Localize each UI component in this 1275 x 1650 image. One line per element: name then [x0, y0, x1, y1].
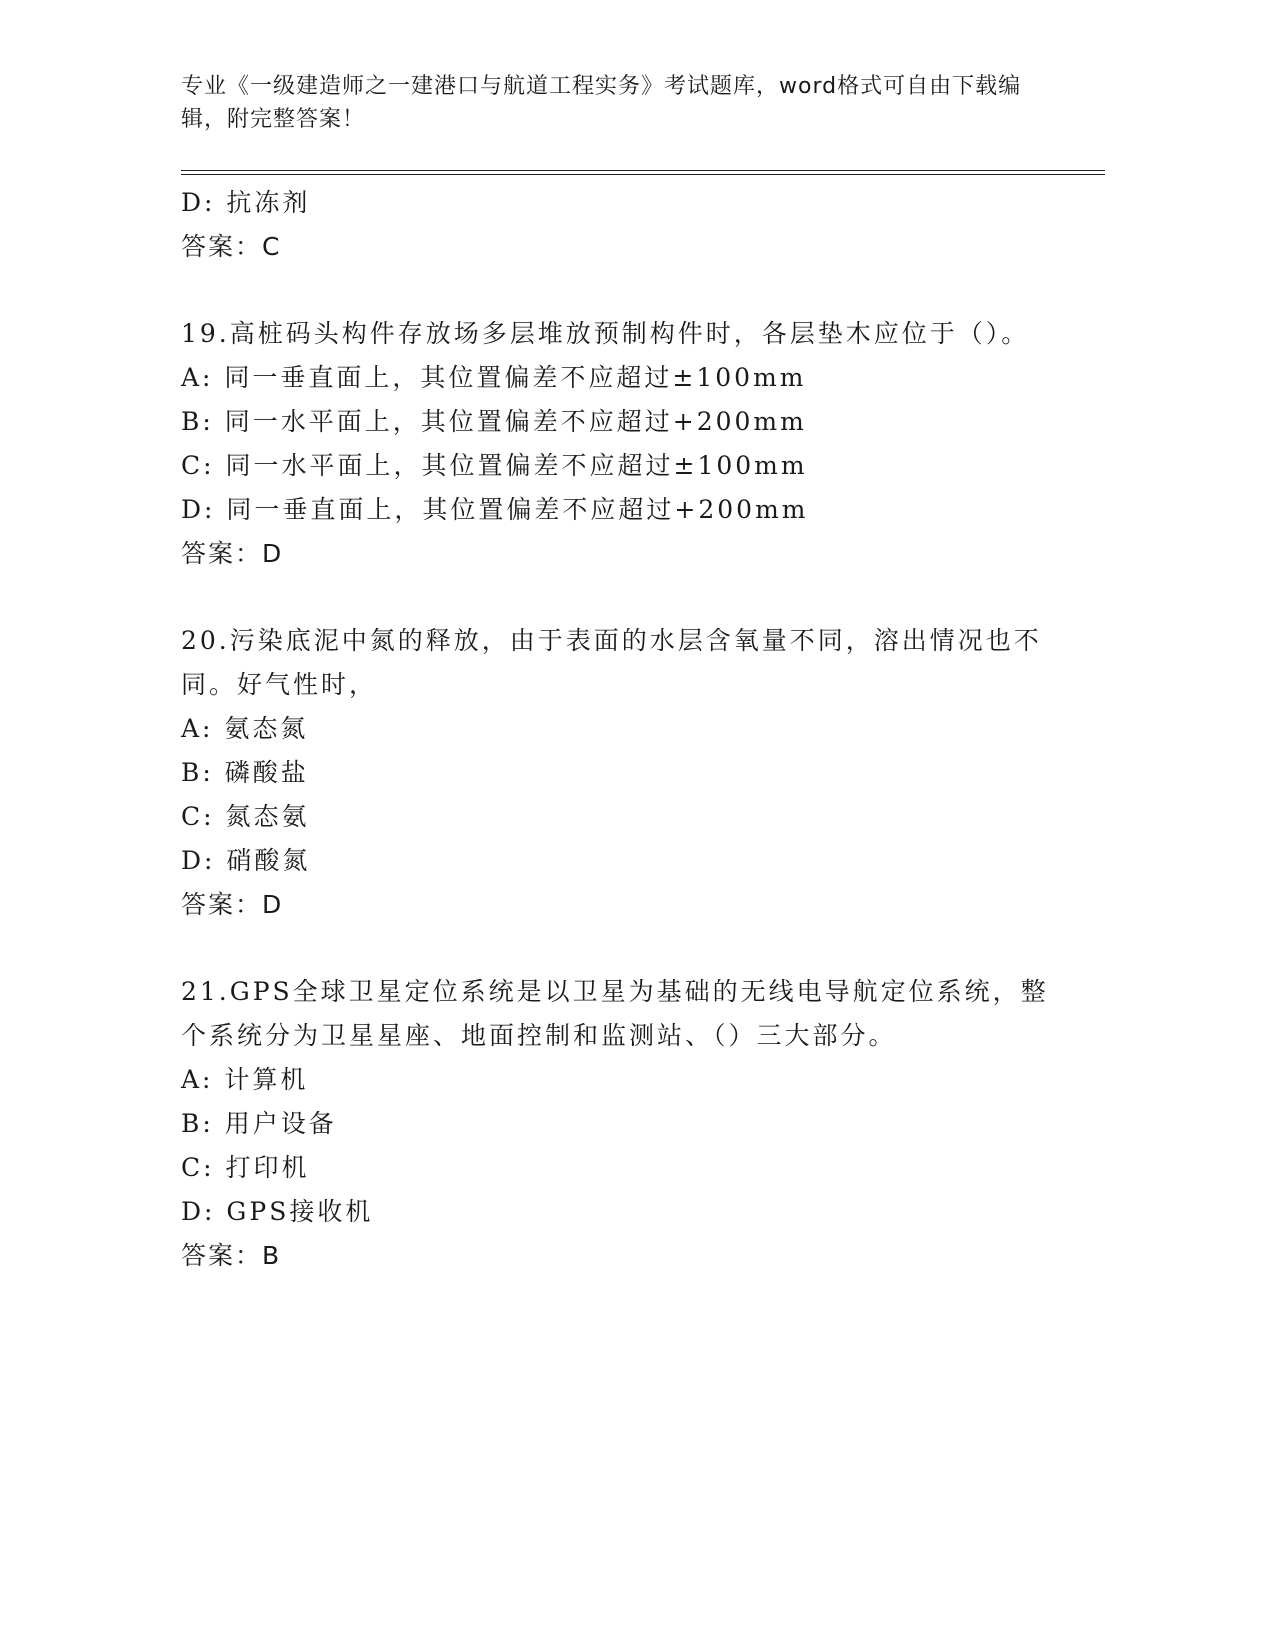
option-d: D: 硝酸氮: [181, 846, 311, 875]
option-d: D: GPS接收机: [181, 1197, 374, 1226]
answer: 答案：B: [181, 1241, 282, 1270]
option-d: D: 同一垂直面上，其位置偏差不应超过+200mm: [181, 495, 809, 524]
option-c: C: 打印机: [181, 1153, 310, 1182]
question-stem: 20.污染底泥中氮的释放，由于表面的水层含氧量不同，溶出情况也不同。好气性时，: [181, 626, 1042, 699]
answer: 答案：D: [181, 890, 284, 919]
spacer: [181, 269, 1061, 312]
header-rule-top: [181, 170, 1105, 171]
question-19: [181, 312, 1061, 576]
question-stem: 21.GPS全球卫星定位系统是以卫星为基础的无线电导航定位系统，整个系统分为卫星星座、地面控制和监测站、（）三大部分。: [181, 977, 1049, 1050]
option-b: B: 用户设备: [181, 1109, 337, 1138]
option-a: A: 计算机: [181, 1065, 309, 1094]
option-a: A: 同一垂直面上，其位置偏差不应超过±100mm: [181, 363, 807, 392]
option-b: B: 磷酸盐: [181, 758, 309, 787]
answer: 答案：C: [181, 232, 282, 261]
answer: 答案：D: [181, 539, 284, 568]
question-20: [181, 619, 1061, 927]
spacer: [181, 927, 1061, 970]
spacer: [181, 576, 1061, 619]
option-c: C: 氮态氨: [181, 802, 310, 831]
option-d: D: 抗冻剂: [181, 188, 311, 217]
question-stem: 19.高桩码头构件存放场多层堆放预制构件时，各层垫木应位于（）。: [181, 319, 1030, 348]
option-b: B: 同一水平面上，其位置偏差不应超过+200mm: [181, 407, 807, 436]
option-a: A: 氨态氮: [181, 714, 309, 743]
document-header: 专业《一级建造师之一建港口与航道工程实务》考试题库，word格式可自由下载编辑，附完整答案！: [181, 74, 1022, 132]
question-21: [181, 970, 1061, 1278]
option-c: C: 同一水平面上，其位置偏差不应超过±100mm: [181, 451, 808, 480]
header-rule-bottom: [181, 174, 1105, 175]
question-content: [181, 181, 1061, 1278]
